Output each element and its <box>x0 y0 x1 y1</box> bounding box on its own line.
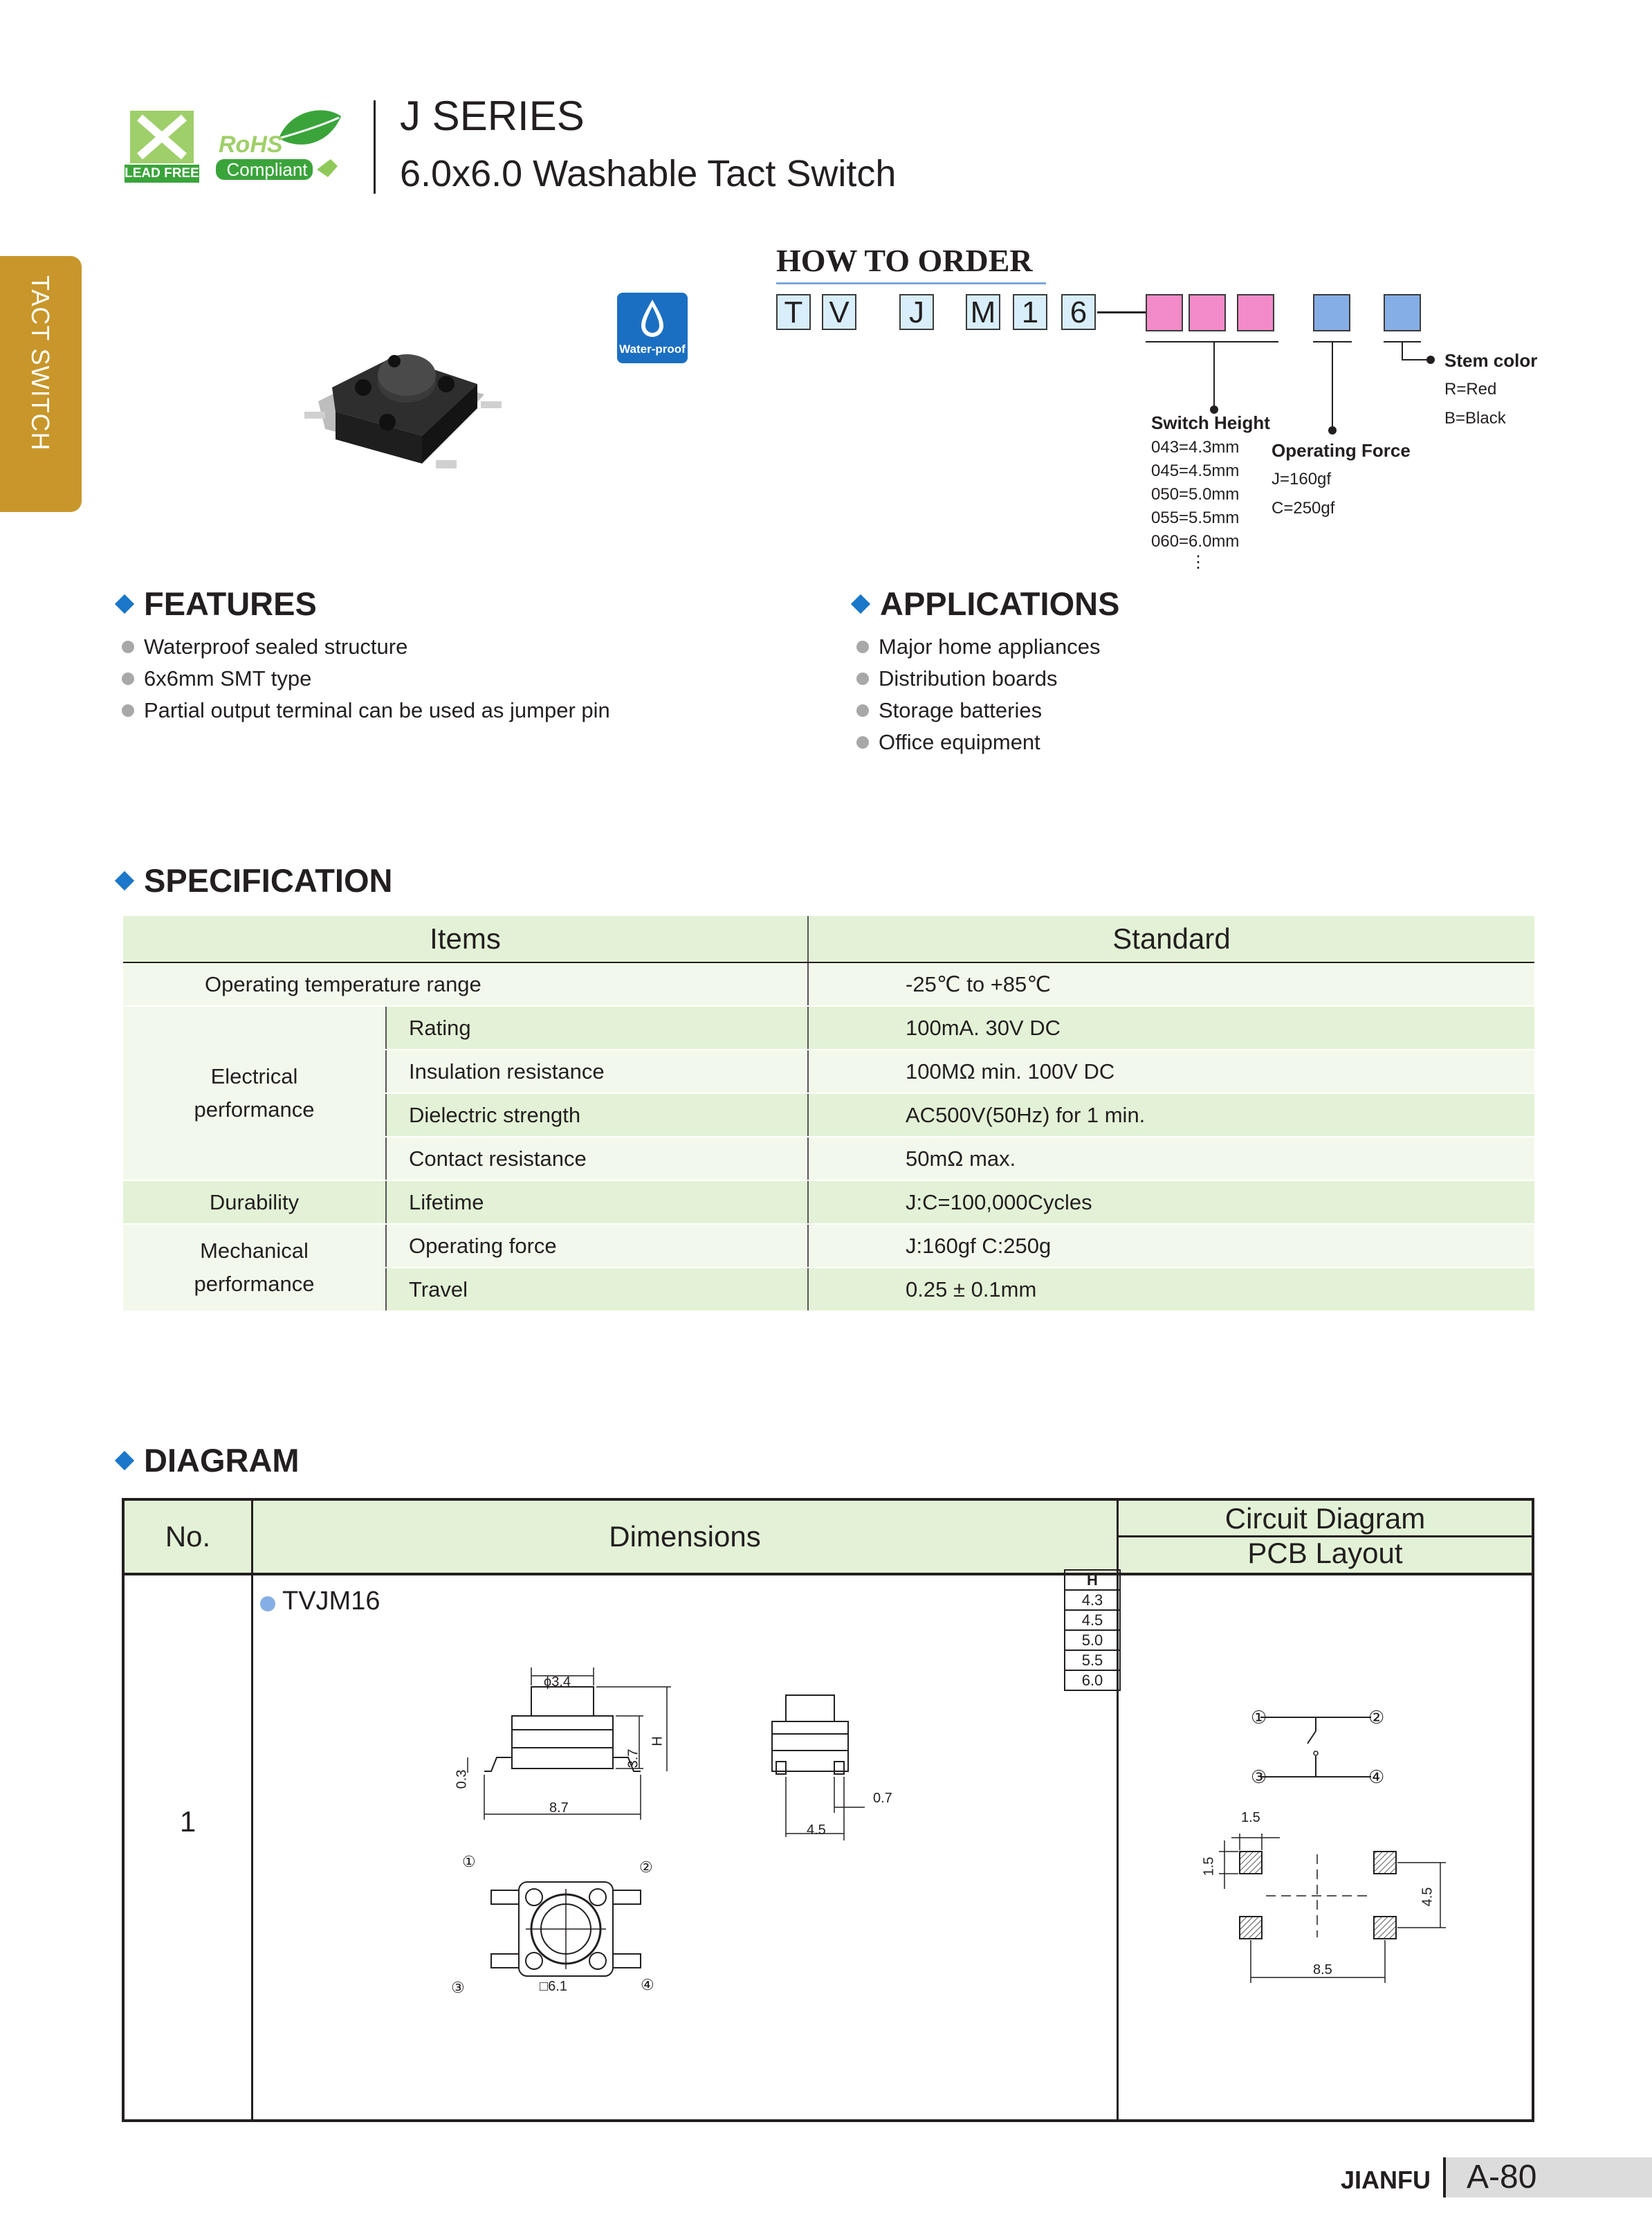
spec-standard: AC500V(50Hz) for 1 min. <box>808 1093 1534 1137</box>
pin-label: ② <box>639 1858 653 1876</box>
rohs-compliant-label: Compliant <box>226 159 308 180</box>
dim-phi: ϕ3.4 <box>544 1674 571 1690</box>
how-to-order-underline <box>776 282 1046 284</box>
spec-item: Rating <box>386 1006 808 1050</box>
spec-item: Lifetime <box>386 1180 808 1224</box>
height-box-2 <box>1188 294 1226 331</box>
diagram-row-no: 1 <box>179 1805 196 1838</box>
stem-color-box <box>1384 294 1421 331</box>
force-box <box>1313 294 1350 331</box>
switch-height-option-2: 045=4.5mm <box>1151 461 1240 480</box>
spec-group-line: Mechanical <box>200 1239 309 1263</box>
code-char-5: 1 <box>1013 294 1047 330</box>
stem-color-label: Stem color <box>1444 350 1538 371</box>
pcb-layout <box>1197 1820 1446 1986</box>
dim-0-7: 0.7 <box>873 1791 892 1806</box>
application-item: Distribution boards <box>856 663 1101 695</box>
spec-item: Contact resistance <box>386 1137 808 1180</box>
circuit-pin-label: ③ <box>1251 1766 1267 1787</box>
diagram-title: DIAGRAM <box>144 1442 300 1479</box>
spec-standard: 0.25 ± 0.1mm <box>808 1268 1534 1311</box>
dim-square-6-1: □6.1 <box>540 1979 567 1994</box>
height-box-3 <box>1237 294 1274 331</box>
stem-color-option-1: R=Red <box>1444 380 1497 399</box>
switch-height-more: ⋮ <box>1190 553 1206 572</box>
front-view-drawing <box>761 1688 913 1847</box>
side-tab <box>0 256 82 512</box>
diamond-icon <box>115 594 134 613</box>
switch-height-option-1: 043=4.3mm <box>1151 438 1240 457</box>
pin-label: ③ <box>451 1979 465 1996</box>
features-list <box>122 631 610 726</box>
lead-free-label: LEAD FREE <box>125 166 199 181</box>
spec-item: Operating force <box>386 1224 808 1268</box>
switch-height-option-4: 055=5.5mm <box>1151 509 1240 527</box>
diamond-icon <box>851 594 870 613</box>
spec-item: Operating temperature range <box>123 962 808 1006</box>
spec-group-line: performance <box>194 1272 315 1296</box>
stem-color-option-2: B=Black <box>1444 409 1506 428</box>
diagram-header-no: No. <box>165 1520 211 1553</box>
height-value: 5.5 <box>1065 1650 1120 1670</box>
height-value: 5.0 <box>1065 1630 1120 1650</box>
code-char-1: T <box>776 294 811 330</box>
spec-standard: J:C=100,000Cycles <box>808 1180 1534 1224</box>
spec-standard: J:160gf C:250g <box>808 1224 1534 1268</box>
diagram-heading <box>118 1441 300 1479</box>
code-char-4: M <box>966 294 1000 330</box>
diagram-header-circuit: Circuit Diagram <box>1224 1502 1426 1535</box>
application-item: Office equipment <box>856 726 1101 758</box>
diamond-icon <box>115 1450 134 1470</box>
header-divider <box>374 100 376 194</box>
operating-force-option-2: C=250gf <box>1272 499 1335 518</box>
applications-list <box>856 631 1101 758</box>
feature-item: Waterproof sealed structure <box>122 631 610 663</box>
spec-header-standard: Standard <box>808 916 1534 962</box>
pcb-dim-1-5-h: 1.5 <box>1241 1810 1260 1825</box>
pcb-dim-4-5: 4.5 <box>1420 1887 1435 1907</box>
diagram-col-divider <box>251 1501 253 2119</box>
model-name: TVJM16 <box>282 1587 380 1616</box>
water-drop-icon <box>639 297 666 338</box>
spec-standard: 100mA. 30V DC <box>808 1006 1534 1050</box>
features-heading <box>118 585 317 623</box>
height-value: 4.5 <box>1065 1610 1120 1630</box>
diamond-icon <box>115 870 134 890</box>
spec-group-durability: Durability <box>123 1180 386 1224</box>
switch-height-option-5: 060=6.0mm <box>1151 532 1240 551</box>
circuit-pin-label: ② <box>1368 1707 1385 1728</box>
spec-standard: 50mΩ max. <box>808 1137 1534 1180</box>
pin-label: ④ <box>641 1976 654 1993</box>
applications-title: APPLICATIONS <box>880 585 1120 622</box>
spec-row <box>123 962 1534 1006</box>
circuit-pin-label: ① <box>1251 1707 1267 1728</box>
height-value: 4.3 <box>1065 1590 1120 1610</box>
height-table-header: H <box>1065 1570 1120 1590</box>
spec-row <box>123 1006 1534 1050</box>
height-box-1 <box>1146 294 1183 331</box>
rohs-label: RoHS <box>219 131 283 158</box>
applications-heading <box>854 585 1119 623</box>
spec-item: Dielectric strength <box>386 1093 808 1137</box>
feature-item: 6x6mm SMT type <box>122 663 610 695</box>
product-subtitle: 6.0x6.0 Washable Tact Switch <box>400 153 897 194</box>
switch-height-label: Switch Height <box>1151 412 1270 433</box>
diagram-header-pcb: PCB Layout <box>1247 1537 1403 1569</box>
code-char-2: V <box>822 294 856 330</box>
specification-heading <box>118 861 392 899</box>
spec-standard: 100MΩ min. 100V DC <box>808 1050 1534 1093</box>
footer-page-number: A-80 <box>1446 2157 1652 2197</box>
spec-group-electrical <box>123 1006 386 1180</box>
spec-group-line: performance <box>194 1097 315 1122</box>
spec-header-row <box>123 916 1534 962</box>
dim-H: H <box>650 1736 666 1746</box>
dim-8-7: 8.7 <box>549 1800 569 1816</box>
pcb-dim-8-5: 8.5 <box>1313 1962 1332 1977</box>
waterproof-badge <box>617 293 688 363</box>
code-char-6: 6 <box>1061 294 1096 330</box>
spec-standard: -25℃ to +85℃ <box>808 962 1534 1006</box>
pcb-dim-1-5-v: 1.5 <box>1201 1856 1217 1876</box>
pin-label: ① <box>462 1853 476 1870</box>
model-bullet-icon <box>260 1596 275 1611</box>
application-item: Major home appliances <box>856 631 1101 663</box>
spec-header-items: Items <box>123 916 808 962</box>
switch-height-option-3: 050=5.0mm <box>1151 485 1240 504</box>
product-photo <box>304 318 512 491</box>
how-to-order-title: HOW TO ORDER <box>776 243 1033 278</box>
spec-item: Insulation resistance <box>386 1050 808 1093</box>
code-char-3: J <box>899 294 934 330</box>
top-view-drawing <box>477 1861 657 2000</box>
rohs-badge <box>213 104 345 184</box>
specification-title: SPECIFICATION <box>144 862 393 899</box>
waterproof-label: Water-proof <box>619 342 686 356</box>
spec-group-line: Electrical <box>210 1064 298 1088</box>
spec-group-mechanical <box>123 1224 386 1311</box>
specification-table <box>123 916 1534 1312</box>
feature-item: Partial output terminal can be used as jumper pin <box>122 695 610 726</box>
side-tab-label: TACT SWITCH <box>26 275 55 451</box>
height-table <box>1064 1569 1121 1691</box>
code-connector-line <box>1097 311 1146 313</box>
series-title: J SERIES <box>400 93 585 139</box>
spec-row <box>123 1180 1534 1224</box>
spec-item: Travel <box>386 1268 808 1311</box>
dim-0-3: 0.3 <box>454 1769 470 1789</box>
operating-force-option-1: J=160gf <box>1272 470 1332 488</box>
circuit-pin-label: ④ <box>1368 1766 1385 1787</box>
height-value: 6.0 <box>1065 1670 1120 1690</box>
diagram-header-dimensions: Dimensions <box>609 1520 761 1553</box>
dim-3-7: 3.7 <box>625 1748 641 1769</box>
dim-4-5: 4.5 <box>807 1822 826 1838</box>
operating-force-label: Operating Force <box>1272 440 1411 461</box>
footer-brand: JIANFU <box>1341 2166 1431 2194</box>
lead-free-badge <box>125 111 199 183</box>
features-title: FEATURES <box>144 585 317 622</box>
application-item: Storage batteries <box>856 695 1101 726</box>
spec-row <box>123 1224 1534 1268</box>
